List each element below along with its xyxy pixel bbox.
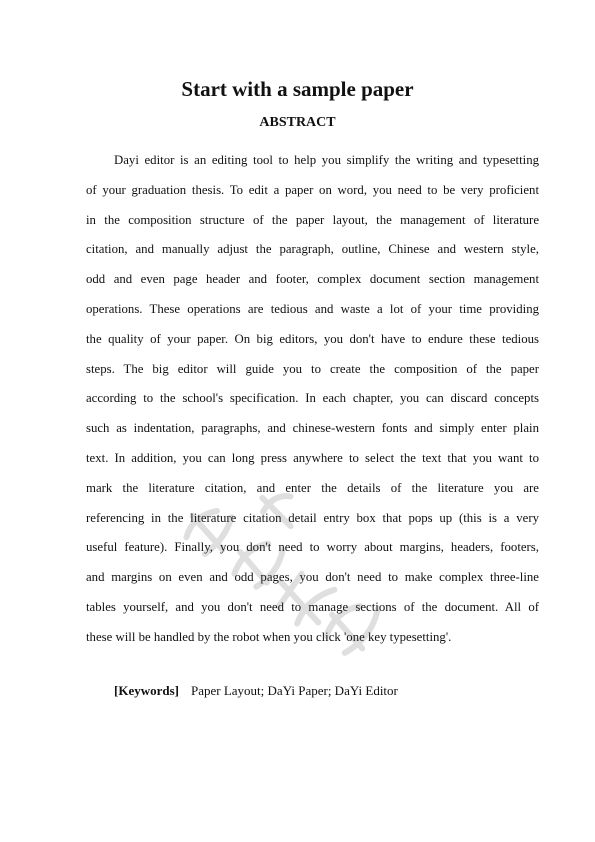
keywords-row	[114, 682, 398, 700]
abstract-line: of your graduation thesis. To edit a paper on word, you need to be very proficient	[86, 182, 539, 197]
abstract-line: operations. These operations are tedious and waste a lot of your time providing	[86, 301, 539, 316]
abstract-line: useful feature). Finally, you don't need to worry about margins, headers, footers,	[86, 540, 539, 555]
abstract-line: in the composition structure of the paper layout, the management of literature	[86, 212, 539, 227]
abstract-body	[86, 146, 539, 653]
abstract-line: referencing in the literature citation detail entry box that pops up (this is a very	[86, 510, 539, 525]
abstract-line: according to the school's specification. In each chapter, you can discard concepts	[86, 391, 539, 406]
abstract-line: odd and even page header and footer, complex document section management	[86, 272, 539, 287]
abstract-line: the quality of your paper. On big editors, you don't have to endure these tedious	[86, 331, 539, 346]
abstract-line: mark the literature citation, and enter the details of the literature you are	[86, 480, 539, 495]
abstract-line: citation, and manually adjust the paragraph, outline, Chinese and western style,	[86, 242, 539, 257]
abstract-line: text. In addition, you can long press anywhere to select the text that you want to	[86, 450, 539, 465]
abstract-line: and margins on even and odd pages, you don't need to make complex three-line	[86, 570, 539, 585]
keywords-value: Paper Layout; DaYi Paper; DaYi Editor	[191, 683, 398, 698]
abstract-line: such as indentation, paragraphs, and chinese-western fonts and simply enter plain	[86, 421, 539, 436]
keywords-label: [Keywords]	[114, 683, 179, 698]
abstract-line: Dayi editor is an editing tool to help you simplify the writing and typesetting	[114, 153, 539, 167]
abstract-line: steps. The big editor will guide you to create the composition of the paper	[86, 361, 539, 376]
paper-title: Start with a sample paper	[181, 77, 414, 101]
abstract-line: tables yourself, and you don't need to manage sections of the document. All of	[86, 599, 539, 614]
abstract-heading: ABSTRACT	[259, 115, 336, 130]
abstract-line: these will be handled by the robot when you click 'one key typesetting'.	[86, 629, 452, 644]
